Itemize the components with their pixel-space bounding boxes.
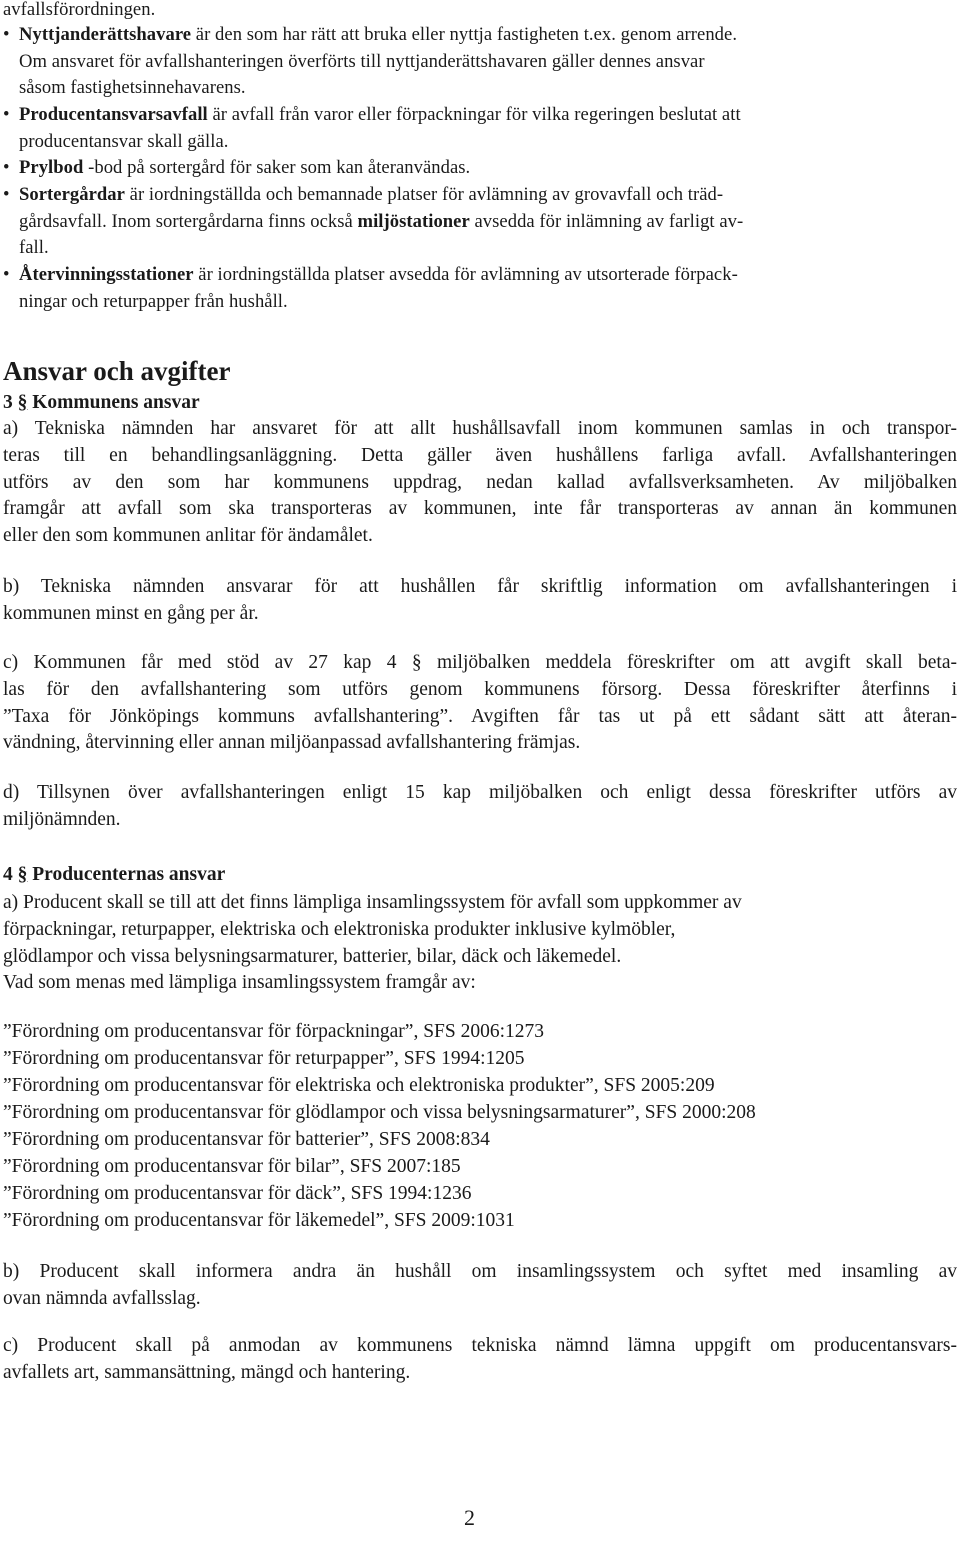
section-4-paragraph-b: b) Producent skall informera andra än hushåll om insamlingssystem och syftet med insamling av ovan nämnda avfallsslag. — [3, 1261, 957, 1309]
section-3-paragraph-d: d) Tillsynen över avfallshanteringen enligt 15 kap miljöbalken och enligt dessa föreskrifter utförs av miljönämnden. — [3, 782, 957, 830]
definition-item: • Prylbod -bod på sortergård för saker som kan återanvändas. — [3, 157, 471, 178]
legislation-item: ”Förordning om producentansvar för elektriska och elektroniska produkter”, SFS 2005:209 — [3, 1075, 715, 1096]
definition-term: Producentansvarsavfall — [19, 104, 208, 125]
section-4-title: 4 § Producenternas ansvar — [3, 864, 226, 885]
section-3-title: 3 § Kommunens ansvar — [3, 392, 200, 413]
legislation-item: ”Förordning om producentansvar för förpackningar”, SFS 2006:1273 — [3, 1021, 545, 1042]
definition-item: • Återvinningsstationer är iordningställda platser avsedda för avlämning av utsorterade förpack- — [3, 264, 738, 285]
legislation-item: ”Förordning om producentansvar för returpapper”, SFS 1994:1205 — [3, 1048, 525, 1069]
section-3-paragraph-a: a) Tekniska nämnden har ansvaret för att allt hushållsavfall inom kommunen samlas in och transpor- teras till en behandlingsanläggning. Detta gäller även hushållens farliga avfall. Avfallshanteringen utförs av den som har kommunens uppdrag, nedan kallad avfallsverksamheten. Av miljöbalken framgår att avfall som ska transporteras av kommunen, inte får transporteras av annan än kommunen eller den som kommunen anlitar för ändamålet. — [3, 418, 957, 547]
definition-tail: avfallsförordningen. — [3, 0, 156, 20]
section-3-paragraph-b: b) Tekniska nämnden ansvarar för att hushållen får skriftlig information om avfallshanteringen i kommunen minst en gång per år. — [3, 576, 957, 624]
definition-text: gårdsavfall. Inom sortergårdarna finns också miljöstationer avsedda för inlämning av farligt av- — [19, 210, 744, 232]
legislation-item: ”Förordning om producentansvar för däck”, SFS 1994:1236 — [3, 1183, 472, 1204]
section-4-paragraph-a: a) Producent skall se till att det finns lämpliga insamlingssystem för avfall som uppkommer av förpackningar, returpapper, elektriska och elektroniska produkter inklusive kylmöbler, glödlampor och vissa belysningsarmaturer, batterier, bilar, däck och läkemedel. Vad som menas med lämpliga insamlingssystem framgår av: — [3, 892, 742, 994]
definition-item: • Producentansvarsavfall är avfall från varor eller förpackningar för vilka regeringen beslutat att — [3, 104, 741, 125]
legislation-item: ”Förordning om producentansvar för batterier”, SFS 2008:834 — [3, 1129, 490, 1150]
definition-item: • Nyttjanderättshavare är den som har rätt att bruka eller nyttja fastigheten t.ex. genom arrende. — [3, 24, 738, 45]
section-heading: Ansvar och avgifter — [3, 356, 231, 386]
legislation-item: ”Förordning om producentansvar för glödlampor och vissa belysningsarmaturer”, SFS 2000:208 — [3, 1102, 756, 1123]
legislation-item: ”Förordning om producentansvar för läkemedel”, SFS 2009:1031 — [3, 1210, 515, 1231]
definition-term: Prylbod — [19, 157, 84, 178]
definition-text: Om ansvaret för avfallshanteringen överförts till nyttjanderättshavaren gäller dennes ansvar — [19, 50, 705, 72]
definition-text: ningar och returpapper från hushåll. — [19, 290, 288, 312]
definition-item: • Sortergårdar är iordningställda och bemannade platser för avlämning av grovavfall och träd- — [3, 184, 724, 205]
section-4-paragraph-c: c) Producent skall på anmodan av kommunens tekniska nämnd lämna uppgift om producentansvars- avfallets art, sammansättning, mängd och hantering. — [3, 1335, 957, 1383]
definition-text: producentansvar skall gälla. — [19, 130, 229, 152]
section-3-paragraph-c: c) Kommunen får med stöd av 27 kap 4 § miljöbalken meddela föreskrifter om att avgift skall beta- las för den avfallshantering som utförs genom kommunens försorg. Dessa föreskrifter återfinns i ”Taxa för Jönköpings kommuns avfallshantering”. Avgiften får tas ut på ett sådant sätt att återan- vändning, återvinning eller annan miljöanpassad avfallshantering främjas. — [3, 652, 957, 754]
page-number: 2 — [464, 1505, 475, 1530]
definition-term: Sortergårdar — [19, 184, 125, 205]
definition-term: Återvinningsstationer — [19, 264, 194, 285]
definition-text: såsom fastighetsinnehavarens. — [19, 77, 246, 98]
definition-inline-term: miljöstationer — [357, 210, 470, 232]
legislation-list — [3, 1018, 756, 1234]
definition-text: fall. — [19, 237, 49, 258]
legislation-item: ”Förordning om producentansvar för bilar”, SFS 2007:185 — [3, 1156, 461, 1177]
definition-term: Nyttjanderättshavare — [19, 24, 192, 45]
